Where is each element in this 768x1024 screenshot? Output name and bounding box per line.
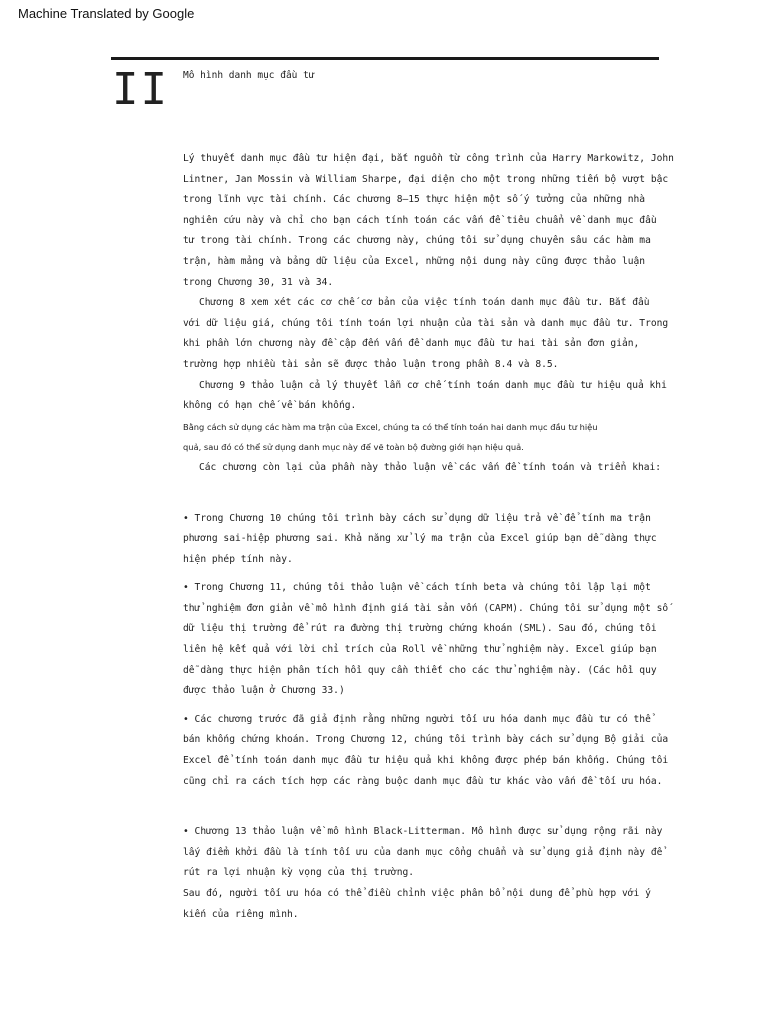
machine-translated-banner: Machine Translated by Google xyxy=(18,6,195,21)
text-line: khi phần lớn chương này đề cập đến vấn đề danh mục đầu tư hai tài sản đơn giản, xyxy=(183,338,640,350)
text-line: • Trong Chương 10 chúng tôi trình bày cách sử dụng dữ liệu trả về để tính ma trận xyxy=(183,512,651,524)
part-number: II xyxy=(112,64,169,115)
text-line: cũng chỉ ra cách tích hợp các ràng buộc danh mục đầu tư khác vào vấn đề tối ưu hóa. xyxy=(183,775,663,787)
chapter-9-paragraph xyxy=(183,376,673,417)
text-line: bán khống chứng khoán. Trong Chương 12, chúng tôi trình bày cách sử dụng Bộ giải của xyxy=(183,734,669,746)
text-line: hiện phép tính này. xyxy=(183,553,293,565)
text-line: được thảo luận ở Chương 33.) xyxy=(183,685,345,697)
text-line: rút ra lợi nhuận kỳ vọng của thị trường. xyxy=(183,867,415,879)
text-line: Excel để tính toán danh mục đầu tư hiệu quả khi không được phép bán khống. Chúng tôi xyxy=(183,755,669,767)
excel-note-paragraph xyxy=(183,417,673,458)
text-line: dữ liệu thị trường để rút ra đường thị trường chứng khoán (SML). Sau đó, chúng tôi xyxy=(183,623,657,635)
chapter-8-paragraph xyxy=(183,293,673,375)
text-line: không có hạn chế về bán khống. xyxy=(183,400,357,412)
text-line: thử nghiệm đơn giản về mô hình định giá tài sản vốn (CAPM). Chúng tôi sử dụng một số xyxy=(183,602,669,614)
bullet-chapter-13 xyxy=(183,822,673,925)
bullet-chapter-10 xyxy=(183,509,673,571)
text-line: dễ dàng thực hiện phân tích hồi quy cần thiết cho các thử nghiệm này. (Các hồi quy xyxy=(183,664,657,676)
text-line: • Trong Chương 11, chúng tôi thảo luận về cách tính beta và chúng tôi lập lại một xyxy=(183,582,651,594)
text-line: trong Chương 30, 31 và 34. xyxy=(183,276,334,288)
page-body xyxy=(183,149,673,925)
text-line: liên hệ kết quả với lời chỉ trích của Roll về những thử nghiệm này. Excel giúp bạn xyxy=(183,644,657,656)
text-line: với dữ liệu giá, chúng tôi tính toán lợi nhuận của tài sản và danh mục đầu tư. Trong xyxy=(183,317,669,329)
intro-paragraph xyxy=(183,149,673,293)
text-line: Chương 8 xem xét các cơ chế cơ bản của việc tính toán danh mục đầu tư. Bắt đầu xyxy=(199,297,650,309)
bullet-chapter-12 xyxy=(183,710,673,792)
text-line: Lintner, Jan Mossin và William Sharpe, đại diện cho một trong những tiến bộ vượt bậc xyxy=(183,173,669,185)
text-line: quả, sau đó có thể sử dụng danh mục này để vẽ toàn bộ đường giới hạn hiệu quả. xyxy=(183,442,524,453)
text-line: Lý thuyết danh mục đầu tư hiện đại, bắt nguồn từ công trình của Harry Markowitz, John xyxy=(183,153,674,164)
text-line: Bằng cách sử dụng các hàm ma trận của Excel, chúng ta có thể tính toán hai danh mục đầu tư hiệu xyxy=(183,421,598,432)
part-title: Mô hình danh mục đầu tư xyxy=(183,70,315,81)
text-line: • Chương 13 thảo luận về mô hình Black-Litterman. Mô hình được sử dụng rộng rãi này xyxy=(183,826,663,838)
bullet-chapter-11 xyxy=(183,578,673,702)
text-line: phương sai-hiệp phương sai. Khả năng xử lý ma trận của Excel giúp bạn dễ dàng thực xyxy=(183,533,657,545)
text-line: Chương 9 thảo luận cả lý thuyết lẫn cơ chế tính toán danh mục đầu tư hiệu quả khi xyxy=(199,379,667,391)
text-line: kiến của riêng mình. xyxy=(183,908,299,920)
text-line: nghiên cứu này và chỉ cho bạn cách tính toán các vấn đề tiêu chuẩn về danh mục đầu xyxy=(183,214,657,226)
header-rule xyxy=(111,57,659,60)
text-line: tư trong tài chính. Trong các chương này, chúng tôi sử dụng chuyên sâu các hàm ma xyxy=(183,235,651,247)
text-line: trường hợp nhiều tài sản sẽ được thảo luận trong phần 8.4 và 8.5. xyxy=(183,358,559,370)
text-line: trong lĩnh vực tài chính. Các chương 8–15 thực hiện một số ý tưởng của những nhà xyxy=(183,194,646,206)
remaining-chapters-line: Các chương còn lại của phần này thảo luận về các vấn đề tính toán và triển khai: xyxy=(199,461,662,473)
text-line: Sau đó, người tối ưu hóa có thể điều chỉnh việc phân bổ nội dung để phù hợp với ý xyxy=(183,888,651,899)
text-line: trận, hàm mảng và bảng dữ liệu của Excel, những nội dung này cũng được thảo luận xyxy=(183,255,646,267)
text-line: • Các chương trước đã giả định rằng những người tối ưu hóa danh mục đầu tư có thể xyxy=(183,713,651,725)
text-line: lấy điểm khởi đầu là tính tối ưu của danh mục cổng chuẩn và sử dụng giả định này để xyxy=(183,846,663,858)
